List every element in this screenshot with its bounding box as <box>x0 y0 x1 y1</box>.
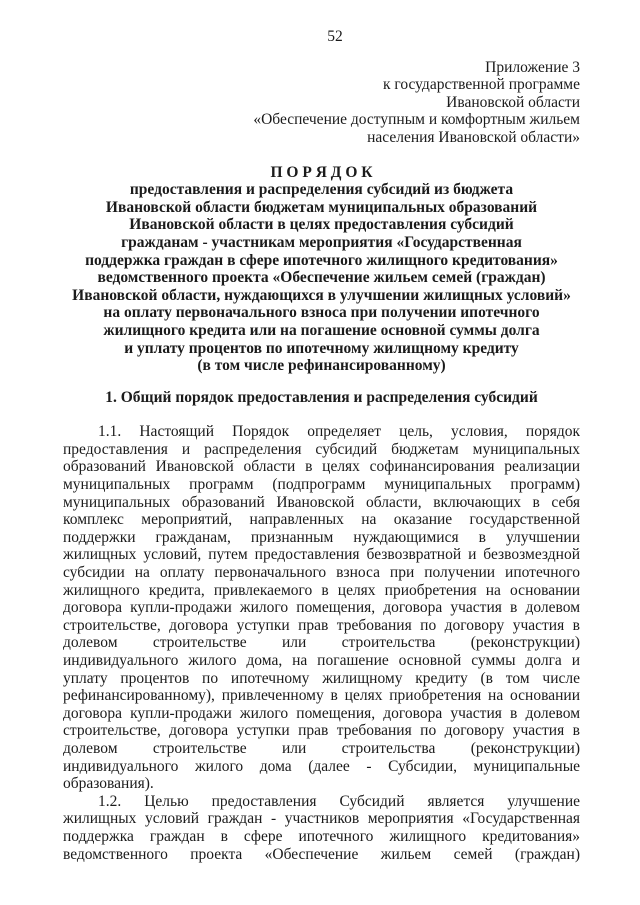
paragraph-1-1 <box>63 423 580 792</box>
title-line: Ивановской области бюджетам муниципальных образований <box>105 198 538 216</box>
text-line: поддержки гражданам, признанным нуждающимися в улучшении <box>63 528 580 546</box>
title-line: ведомственного проекта «Обеспечение жильем семей (граждан) <box>97 269 546 287</box>
text-line: долевом строительстве или строительства (реконструкции) <box>63 739 580 757</box>
title-line: жилищного кредита или на погашение основной суммы долга <box>103 321 540 339</box>
text-line: жилищного кредита, привлекаемого в целях приобретения на основании <box>63 581 580 599</box>
title-line: гражданам - участникам мероприятия «Государственная <box>121 233 522 251</box>
appendix-line: Приложение 3 <box>485 58 580 76</box>
section-heading: 1. Общий порядок предоставления и распределения субсидий <box>105 388 538 406</box>
text-line: муниципальных программ (подпрограмм муниципальных программ) <box>63 476 580 494</box>
paragraph-1-2 <box>63 793 580 863</box>
text-line: договора купли-продажи жилого помещения, договора участия в долевом <box>63 704 580 722</box>
text-line: образования). <box>63 775 154 793</box>
text-line: образований Ивановской области в целях софинансирования реализации <box>63 458 580 476</box>
text-line: долевом строительстве или строительства (реконструкции) <box>63 634 580 652</box>
text-line: строительстве, договора уступки прав требования по договору участия в <box>63 722 580 740</box>
title-line: предоставления и распределения субсидий из бюджета <box>129 181 514 199</box>
text-line: индивидуального жилого дома (далее - Субсидии, муниципальные <box>63 757 580 775</box>
text-line: комплекс мероприятий, направленных на оказание государственной <box>63 511 580 529</box>
text-line: жилищных условий граждан - участников мероприятия «Государственная <box>63 810 580 828</box>
text-line: муниципальных образований Ивановской области, включающих в себя <box>63 493 580 511</box>
appendix-line: «Обеспечение доступным и комфортным жильем <box>253 111 580 129</box>
appendix-line: к государственной программе <box>382 76 580 94</box>
text-line: предоставления и распределения субсидий бюджетам муниципальных <box>63 440 580 458</box>
appendix-line: Ивановской области <box>446 93 580 111</box>
text-line: индивидуального жилого дома, на погашение основной суммы долга и <box>63 652 580 669</box>
text-line: поддержка граждан в сфере ипотечного жилищного кредитования» <box>63 827 580 845</box>
text-line: 1.1. Настоящий Порядок определяет цель, условия, порядок <box>98 423 580 441</box>
title-line: и уплату процентов по ипотечному жилищному кредиту <box>124 339 519 357</box>
text-line: договора купли-продажи жилого помещения, договора участия в долевом <box>63 599 580 617</box>
title-line: Ивановской области в целях предоставления субсидий <box>129 216 514 234</box>
document-title <box>63 164 580 375</box>
title-line: Ивановской области, нуждающихся в улучшении жилищных условий» <box>72 286 571 304</box>
appendix-line: населения Ивановской области» <box>367 128 580 146</box>
title-line: (в том числе рефинансированному) <box>197 357 446 375</box>
title-line: на оплату первоначального взноса при получении ипотечного <box>103 304 540 322</box>
text-line: субсидии на оплату первоначального взноса при получении ипотечного <box>63 564 580 582</box>
text-line: жилищных условий, путем предоставления безвозвратной и безвозмездной <box>63 546 580 564</box>
text-line: рефинансированному), привлеченному в целях приобретения на основании <box>63 687 580 705</box>
page-number: 52 <box>327 28 343 45</box>
title-line: П О Р Я Д О К <box>270 163 373 181</box>
text-line: 1.2. Целью предоставления Субсидий является улучшение <box>98 792 580 810</box>
title-line: поддержка граждан в сфере ипотечного жилищного кредитования» <box>85 251 558 269</box>
text-line: ведомственного проекта «Обеспечение жильем семей (граждан) <box>63 845 580 863</box>
appendix-reference <box>63 59 580 147</box>
text-line: строительстве, договора уступки прав требования по договору участия в <box>63 616 580 634</box>
text-line: уплату процентов по ипотечному жилищному кредиту (в том числе <box>63 669 580 687</box>
